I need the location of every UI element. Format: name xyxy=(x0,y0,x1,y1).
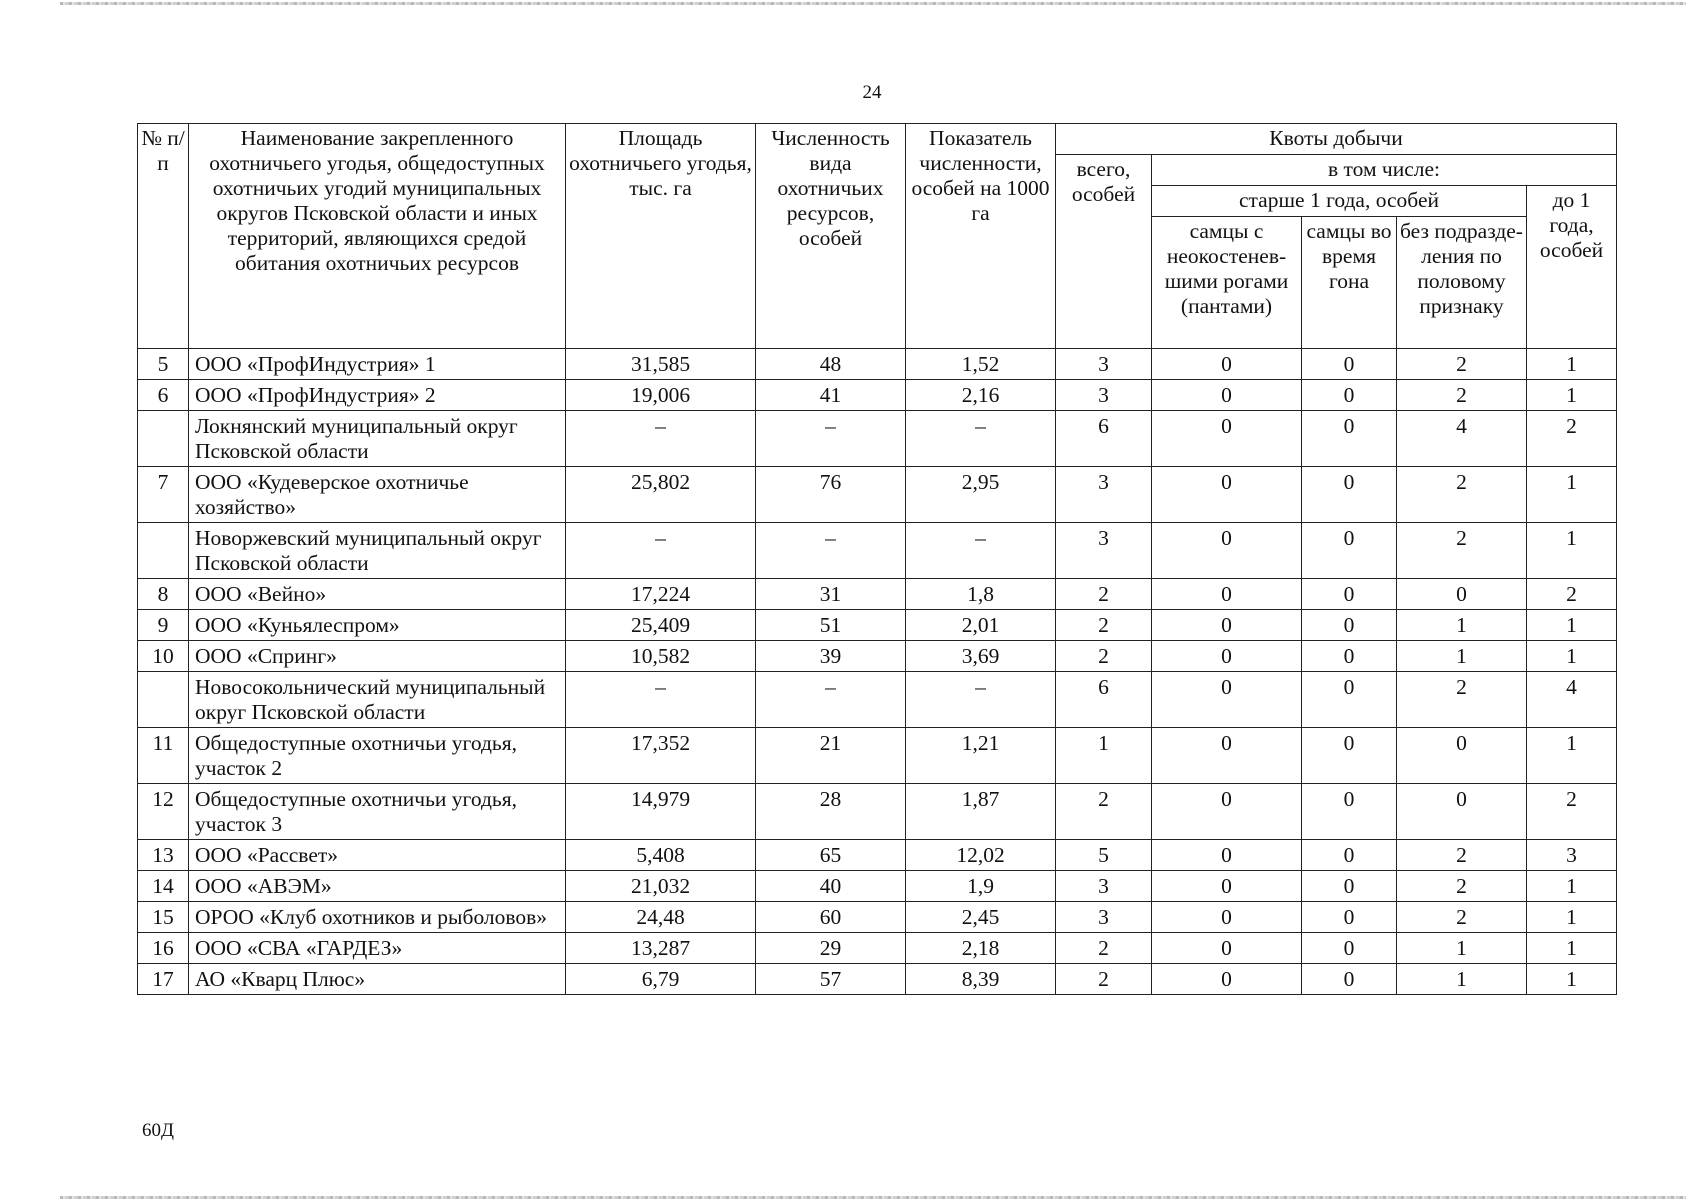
cell-density: 2,18 xyxy=(906,933,1056,964)
cell-under1: 2 xyxy=(1527,579,1617,610)
cell-num xyxy=(138,523,189,579)
header-quotas: Квоты добычи xyxy=(1056,124,1617,155)
table-row xyxy=(138,964,1617,995)
cell-name: Новосокольнический муниципальный округ Псковской области xyxy=(189,672,566,728)
cell-males-rut: 0 xyxy=(1302,964,1397,995)
cell-total: 2 xyxy=(1056,610,1152,641)
cell-no-sex: 0 xyxy=(1397,784,1527,840)
cell-name: ООО «Спринг» xyxy=(189,641,566,672)
cell-total: 3 xyxy=(1056,349,1152,380)
cell-population: 41 xyxy=(756,380,906,411)
cell-no-sex: 2 xyxy=(1397,871,1527,902)
cell-density: 2,45 xyxy=(906,902,1056,933)
cell-population: 21 xyxy=(756,728,906,784)
cell-population: 39 xyxy=(756,641,906,672)
header-density: Показатель численности, особей на 1000 га xyxy=(906,124,1056,349)
cell-name: ООО «АВЭМ» xyxy=(189,871,566,902)
table-row xyxy=(138,902,1617,933)
cell-area: 24,48 xyxy=(566,902,756,933)
cell-density: 1,52 xyxy=(906,349,1056,380)
cell-males-rut: 0 xyxy=(1302,579,1397,610)
cell-under1: 4 xyxy=(1527,672,1617,728)
cell-males-antlers: 0 xyxy=(1152,871,1302,902)
quota-table xyxy=(137,123,1617,995)
cell-no-sex: 2 xyxy=(1397,902,1527,933)
cell-no-sex: 0 xyxy=(1397,579,1527,610)
cell-no-sex: 2 xyxy=(1397,840,1527,871)
cell-total: 3 xyxy=(1056,467,1152,523)
cell-no-sex: 1 xyxy=(1397,610,1527,641)
cell-population: 57 xyxy=(756,964,906,995)
cell-population: 76 xyxy=(756,467,906,523)
cell-no-sex: 0 xyxy=(1397,728,1527,784)
cell-no-sex: 1 xyxy=(1397,933,1527,964)
cell-males-antlers: 0 xyxy=(1152,579,1302,610)
cell-population: 51 xyxy=(756,610,906,641)
cell-num: 17 xyxy=(138,964,189,995)
cell-no-sex: 2 xyxy=(1397,349,1527,380)
cell-total: 3 xyxy=(1056,380,1152,411)
page-number: 24 xyxy=(862,82,882,103)
cell-total: 6 xyxy=(1056,411,1152,467)
cell-males-rut: 0 xyxy=(1302,610,1397,641)
cell-males-rut: 0 xyxy=(1302,840,1397,871)
table-row xyxy=(138,641,1617,672)
cell-density: 2,16 xyxy=(906,380,1056,411)
cell-population: 60 xyxy=(756,902,906,933)
cell-total: 1 xyxy=(1056,728,1152,784)
header-older: старше 1 года, особей xyxy=(1152,186,1527,217)
cell-num: 12 xyxy=(138,784,189,840)
table-row xyxy=(138,784,1617,840)
cell-population: 65 xyxy=(756,840,906,871)
cell-area: 25,802 xyxy=(566,467,756,523)
cell-under1: 1 xyxy=(1527,933,1617,964)
cell-males-antlers: 0 xyxy=(1152,933,1302,964)
header-males-antlers: самцы с неокостенев-шими рогами (пантами) xyxy=(1152,217,1302,349)
header-name: Наименование закрепленного охотничьего угодья, общедоступных охотничьих угодий муниципальных округов Псковской области и иных территорий, являющихся средой обитания охотничьих ресурсов xyxy=(189,124,566,349)
header-including: в том числе: xyxy=(1152,155,1617,186)
cell-density: 3,69 xyxy=(906,641,1056,672)
cell-under1: 1 xyxy=(1527,641,1617,672)
cell-num: 8 xyxy=(138,579,189,610)
scan-edge-bottom xyxy=(60,1196,1686,1199)
cell-area: 10,582 xyxy=(566,641,756,672)
cell-males-antlers: 0 xyxy=(1152,349,1302,380)
cell-num: 6 xyxy=(138,380,189,411)
cell-males-rut: 0 xyxy=(1302,672,1397,728)
cell-total: 2 xyxy=(1056,933,1152,964)
cell-density: 12,02 xyxy=(906,840,1056,871)
cell-males-rut: 0 xyxy=(1302,728,1397,784)
table-row xyxy=(138,840,1617,871)
cell-density: 8,39 xyxy=(906,964,1056,995)
cell-name: ОРОО «Клуб охотников и рыболовов» xyxy=(189,902,566,933)
cell-name: ООО «Рассвет» xyxy=(189,840,566,871)
cell-no-sex: 1 xyxy=(1397,641,1527,672)
cell-under1: 1 xyxy=(1527,964,1617,995)
cell-population: 29 xyxy=(756,933,906,964)
cell-under1: 1 xyxy=(1527,523,1617,579)
cell-density: – xyxy=(906,523,1056,579)
cell-density: 1,9 xyxy=(906,871,1056,902)
cell-population: – xyxy=(756,523,906,579)
table-row xyxy=(138,610,1617,641)
cell-under1: 2 xyxy=(1527,411,1617,467)
cell-total: 2 xyxy=(1056,964,1152,995)
cell-num: 10 xyxy=(138,641,189,672)
cell-total: 5 xyxy=(1056,840,1152,871)
cell-males-antlers: 0 xyxy=(1152,610,1302,641)
cell-males-antlers: 0 xyxy=(1152,784,1302,840)
cell-no-sex: 2 xyxy=(1397,467,1527,523)
cell-males-rut: 0 xyxy=(1302,411,1397,467)
cell-under1: 2 xyxy=(1527,784,1617,840)
header-area: Площадь охотничьего угодья, тыс. га xyxy=(566,124,756,349)
cell-density: 1,87 xyxy=(906,784,1056,840)
cell-population: 40 xyxy=(756,871,906,902)
cell-under1: 1 xyxy=(1527,728,1617,784)
cell-total: 6 xyxy=(1056,672,1152,728)
cell-area: 6,79 xyxy=(566,964,756,995)
cell-area: 21,032 xyxy=(566,871,756,902)
cell-num: 11 xyxy=(138,728,189,784)
cell-population: – xyxy=(756,411,906,467)
header-males-rut: самцы во время гона xyxy=(1302,217,1397,349)
cell-area: – xyxy=(566,672,756,728)
header-population: Численность вида охотничьих ресурсов, особей xyxy=(756,124,906,349)
table-body xyxy=(138,349,1617,995)
table-row xyxy=(138,672,1617,728)
table-row xyxy=(138,933,1617,964)
cell-name: ООО «Кудеверское охотничье хозяйство» xyxy=(189,467,566,523)
cell-males-rut: 0 xyxy=(1302,467,1397,523)
cell-area: 19,006 xyxy=(566,380,756,411)
cell-area: 17,352 xyxy=(566,728,756,784)
cell-num: 16 xyxy=(138,933,189,964)
cell-area: 13,287 xyxy=(566,933,756,964)
cell-males-antlers: 0 xyxy=(1152,840,1302,871)
cell-males-antlers: 0 xyxy=(1152,523,1302,579)
cell-under1: 1 xyxy=(1527,610,1617,641)
cell-area: 31,585 xyxy=(566,349,756,380)
cell-name: ООО «СВА «ГАРДЕЗ» xyxy=(189,933,566,964)
table-header xyxy=(138,124,1617,349)
cell-males-rut: 0 xyxy=(1302,641,1397,672)
cell-under1: 1 xyxy=(1527,380,1617,411)
cell-name: Новоржевский муниципальный округ Псковской области xyxy=(189,523,566,579)
cell-num: 5 xyxy=(138,349,189,380)
cell-males-antlers: 0 xyxy=(1152,672,1302,728)
table-row xyxy=(138,380,1617,411)
cell-area: 25,409 xyxy=(566,610,756,641)
table-row xyxy=(138,579,1617,610)
cell-population: – xyxy=(756,672,906,728)
table-row xyxy=(138,411,1617,467)
cell-under1: 1 xyxy=(1527,349,1617,380)
cell-no-sex: 4 xyxy=(1397,411,1527,467)
cell-under1: 1 xyxy=(1527,467,1617,523)
cell-no-sex: 2 xyxy=(1397,380,1527,411)
cell-under1: 1 xyxy=(1527,902,1617,933)
cell-males-antlers: 0 xyxy=(1152,964,1302,995)
cell-num: 13 xyxy=(138,840,189,871)
cell-density: – xyxy=(906,411,1056,467)
cell-males-antlers: 0 xyxy=(1152,411,1302,467)
cell-num: 7 xyxy=(138,467,189,523)
header-no-sex: без подразде-ления по половому признаку xyxy=(1397,217,1527,349)
cell-males-antlers: 0 xyxy=(1152,902,1302,933)
cell-population: 31 xyxy=(756,579,906,610)
cell-num xyxy=(138,411,189,467)
cell-density: – xyxy=(906,672,1056,728)
cell-males-rut: 0 xyxy=(1302,349,1397,380)
header-num: № п/п xyxy=(138,124,189,349)
cell-area: – xyxy=(566,411,756,467)
cell-total: 2 xyxy=(1056,784,1152,840)
cell-no-sex: 2 xyxy=(1397,523,1527,579)
cell-males-rut: 0 xyxy=(1302,871,1397,902)
cell-males-rut: 0 xyxy=(1302,784,1397,840)
scan-edge-top xyxy=(60,2,1686,5)
cell-males-rut: 0 xyxy=(1302,902,1397,933)
cell-area: 17,224 xyxy=(566,579,756,610)
cell-density: 1,21 xyxy=(906,728,1056,784)
cell-name: ООО «Куньялеспром» xyxy=(189,610,566,641)
cell-males-rut: 0 xyxy=(1302,523,1397,579)
cell-males-antlers: 0 xyxy=(1152,641,1302,672)
cell-name: Общедоступные охотничьи угодья, участок 2 xyxy=(189,728,566,784)
cell-name: Общедоступные охотничьи угодья, участок 3 xyxy=(189,784,566,840)
cell-num: 15 xyxy=(138,902,189,933)
cell-name: Локнянский муниципальный округ Псковской области xyxy=(189,411,566,467)
cell-males-rut: 0 xyxy=(1302,933,1397,964)
cell-males-antlers: 0 xyxy=(1152,728,1302,784)
cell-num: 14 xyxy=(138,871,189,902)
cell-total: 3 xyxy=(1056,523,1152,579)
cell-no-sex: 1 xyxy=(1397,964,1527,995)
cell-area: – xyxy=(566,523,756,579)
table-row xyxy=(138,728,1617,784)
header-total: всего, особей xyxy=(1056,155,1152,349)
table-row xyxy=(138,467,1617,523)
cell-density: 2,95 xyxy=(906,467,1056,523)
footer-code: 60Д xyxy=(142,1120,174,1141)
cell-no-sex: 2 xyxy=(1397,672,1527,728)
table-row xyxy=(138,871,1617,902)
cell-num: 9 xyxy=(138,610,189,641)
cell-density: 2,01 xyxy=(906,610,1056,641)
cell-area: 5,408 xyxy=(566,840,756,871)
table-row xyxy=(138,349,1617,380)
cell-population: 48 xyxy=(756,349,906,380)
header-under1: до 1 года, особей xyxy=(1527,186,1617,349)
cell-under1: 3 xyxy=(1527,840,1617,871)
cell-name: ООО «Вейно» xyxy=(189,579,566,610)
cell-under1: 1 xyxy=(1527,871,1617,902)
table-row xyxy=(138,523,1617,579)
cell-num xyxy=(138,672,189,728)
cell-total: 2 xyxy=(1056,579,1152,610)
cell-total: 2 xyxy=(1056,641,1152,672)
cell-males-antlers: 0 xyxy=(1152,380,1302,411)
cell-population: 28 xyxy=(756,784,906,840)
cell-name: ООО «ПрофИндустрия» 2 xyxy=(189,380,566,411)
cell-name: АО «Кварц Плюс» xyxy=(189,964,566,995)
cell-males-antlers: 0 xyxy=(1152,467,1302,523)
cell-name: ООО «ПрофИндустрия» 1 xyxy=(189,349,566,380)
cell-total: 3 xyxy=(1056,902,1152,933)
cell-density: 1,8 xyxy=(906,579,1056,610)
cell-area: 14,979 xyxy=(566,784,756,840)
cell-males-rut: 0 xyxy=(1302,380,1397,411)
cell-total: 3 xyxy=(1056,871,1152,902)
